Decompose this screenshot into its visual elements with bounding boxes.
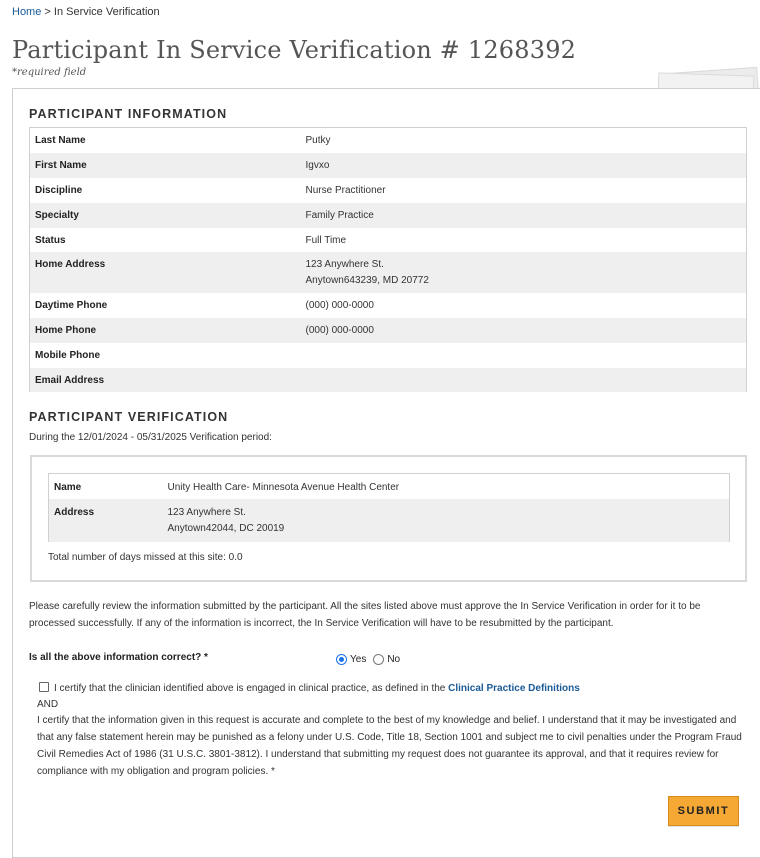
certify-statement: I certify that the information given in this request is accurate and complete to the best of my knowledge and belief. I understand that it may be investigated and that any false statement herein may be punished as a felony under U.S. Code, Title 18, Section 1001 and subject me to civil penalties under the Program Fraud Civil Remedies Act of 1986 (31 U.S.C. 3801-3812). I understand that submitting my request does not guarantee its approval, and that it requires review for compliance with my obligation and program policies. * [37,715,742,777]
table-row [30,293,747,318]
breadcrumb-separator: > [41,6,54,18]
site-address-value [163,499,730,542]
required-field-note: *required field [12,67,87,78]
info-correct-question: Is all the above information correct? * [29,652,208,663]
first-name-value: Igvxo [301,153,747,178]
specialty-value: Family Practice [301,203,747,228]
last-name-label: Last Name [35,135,86,146]
table-row [30,318,747,343]
email-address-label: Email Address [30,368,301,392]
table-row [30,368,747,392]
mobile-phone-value [301,343,747,368]
days-missed-text: Total number of days missed at this site: 0.0 [48,552,243,563]
site-address-line2: Anytown42044, DC 20019 [167,522,285,534]
participant-information-table [29,127,747,392]
table-row [49,499,730,542]
home-address-value [301,252,747,293]
info-correct-radio-group [336,654,407,665]
specialty-label: Specialty [30,203,301,228]
certify-checkbox[interactable] [39,682,49,692]
submit-button[interactable]: SUBMIT [668,796,739,826]
yes-radio[interactable] [336,654,347,665]
daytime-phone-value: (000) 000-0000 [305,299,374,311]
yes-radio-label[interactable]: Yes [350,654,367,665]
and-text: AND [37,699,59,710]
no-radio-label[interactable]: No [387,654,401,665]
site-name-label: Name [54,482,82,493]
discipline-value: Nurse Practitioner [305,184,386,196]
no-radio[interactable] [373,654,384,665]
home-address-label: Home Address [30,252,301,293]
email-address-value [301,368,747,392]
table-row [49,474,730,499]
breadcrumb-home-link[interactable]: Home [12,6,42,18]
daytime-phone-label: Daytime Phone [35,299,108,311]
first-name-label: First Name [30,153,301,178]
clinical-practice-definitions-link[interactable]: Clinical Practice Definitions [448,683,580,694]
certify-clinical-practice-text [54,683,580,694]
participant-verification-heading: PARTICIPANT VERIFICATION [29,410,229,424]
table-row [30,252,747,293]
site-address-line1: 123 Anywhere St. [167,506,246,518]
home-address-line2: Anytown643239, MD 20772 [305,274,429,286]
page-title: Participant In Service Verification # 1268392 [12,36,577,64]
status-label: Status [35,234,66,246]
home-phone-label: Home Phone [30,318,301,343]
table-row [30,343,747,368]
participant-information-heading: PARTICIPANT INFORMATION [29,107,228,121]
certify-line-prefix: I certify that the clinician identified above is engaged in clinical practice, as defined in the [54,683,449,694]
breadcrumb-current: In Service Verification [53,6,160,18]
status-value: Full Time [305,234,347,246]
mobile-phone-label: Mobile Phone [35,349,100,361]
last-name-value: Putky [305,135,331,146]
home-phone-value: (000) 000-0000 [301,318,747,343]
verification-period-text: During the 12/01/2024 - 05/31/2025 Verification period: [29,432,272,443]
table-row [30,153,747,178]
table-row [30,203,747,228]
breadcrumb [12,6,160,18]
paper-stack-decoration [650,64,760,90]
review-instructions: Please carefully review the information submitted by the participant. All the sites listed above must approve the In Service Verification in order for it to be processed successfully. If any of the information is incorrect, the In Service Verification will have to be resubmitted by the participant. [29,601,701,629]
home-address-line1: 123 Anywhere St. [305,258,384,270]
table-row [30,228,747,252]
table-row [30,128,747,153]
discipline-label: Discipline [35,184,83,196]
table-row [30,178,747,203]
site-address-label: Address [49,499,163,542]
site-verification-box [30,455,747,582]
site-table [48,473,730,542]
site-name-value: Unity Health Care- Minnesota Avenue Health Center [167,482,400,493]
